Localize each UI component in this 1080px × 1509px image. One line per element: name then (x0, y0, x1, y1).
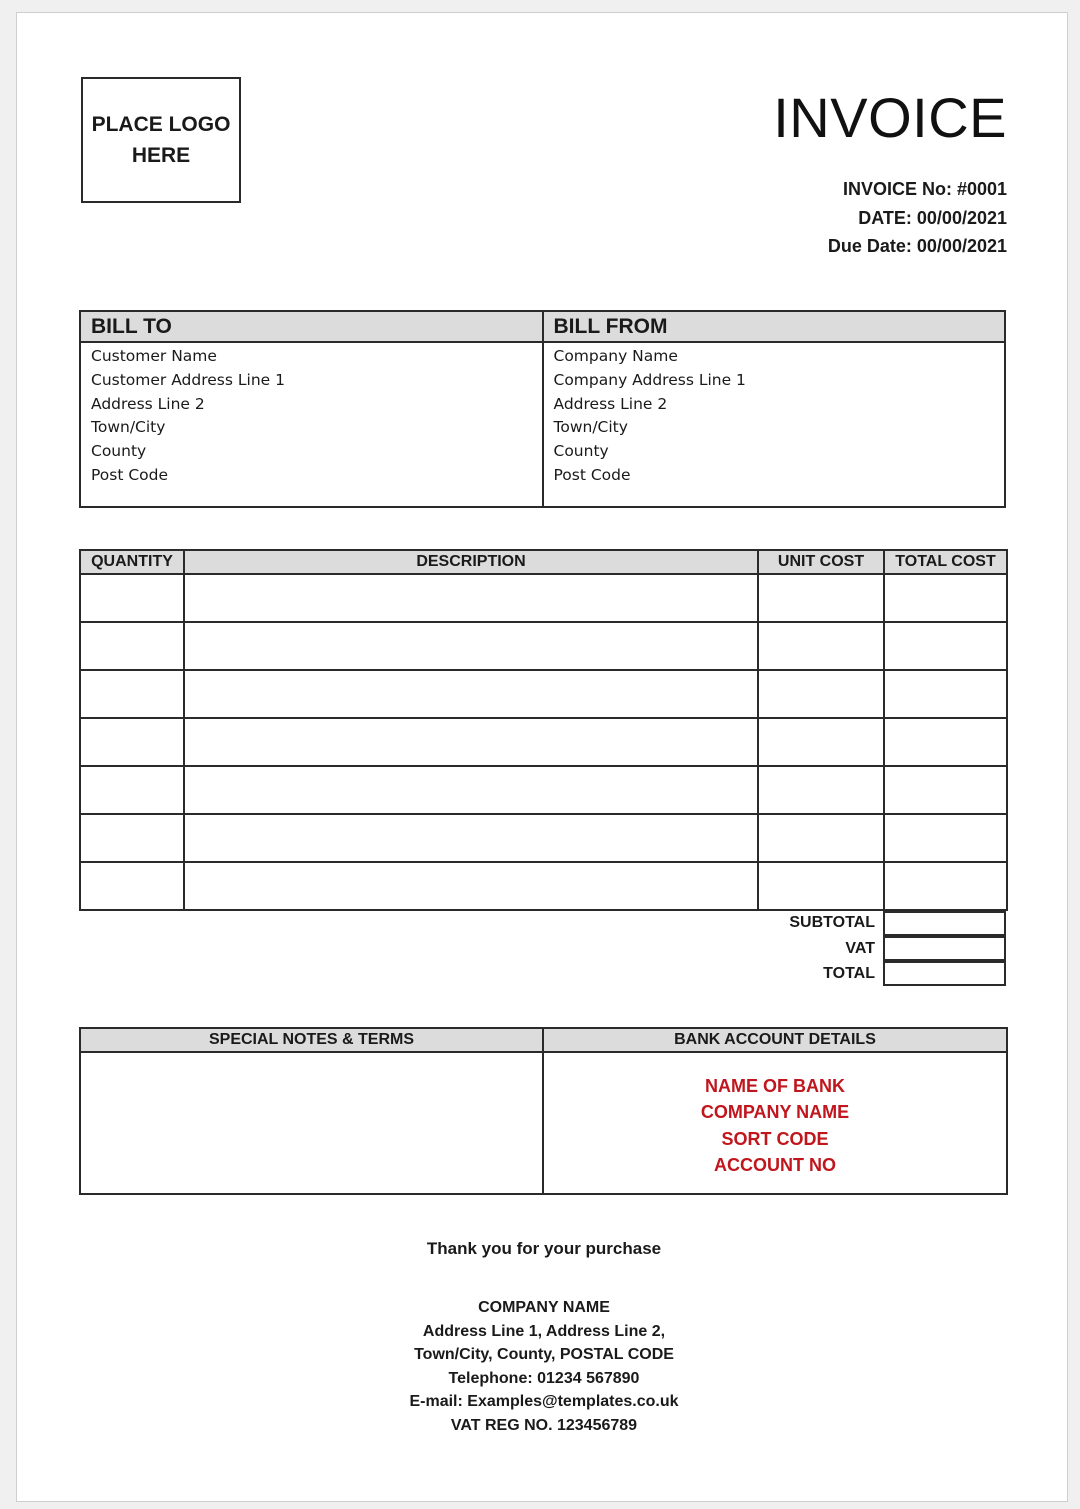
bill-to-heading: BILL TO (80, 311, 543, 342)
logo-placeholder (81, 77, 241, 203)
total-cost-cell[interactable] (884, 766, 1007, 814)
footer-email: E-mail: Examples@templates.co.uk (409, 1393, 679, 1411)
bill-to-line: County (91, 442, 147, 461)
description-cell[interactable] (184, 670, 758, 718)
bill-table (79, 310, 1006, 508)
bill-from-line: Post Code (553, 465, 631, 484)
unit-cost-cell[interactable] (758, 766, 884, 814)
description-cell[interactable] (184, 622, 758, 670)
bill-to-details (80, 342, 543, 507)
description-cell[interactable] (184, 862, 758, 910)
quantity-cell[interactable] (80, 670, 184, 718)
notes-bank-table (79, 1027, 1008, 1195)
footer-telephone: Telephone: 01234 567890 (448, 1369, 640, 1387)
total-label: TOTAL (823, 965, 875, 982)
bill-from-line: Company Name (553, 347, 678, 365)
invoice-due-date: Due Date: 00/00/2021 (827, 236, 1007, 256)
invoice-number: INVOICE No: #0001 (842, 179, 1007, 199)
description-cell[interactable] (184, 814, 758, 862)
unit-cost-cell[interactable] (758, 574, 884, 622)
quantity-cell[interactable] (80, 574, 184, 622)
invoice-title: INVOICE (773, 86, 1007, 149)
thank-you-message: Thank you for your purchase (426, 1239, 662, 1258)
subtotal-cell[interactable] (883, 911, 1006, 936)
vat-cell[interactable] (883, 936, 1006, 961)
invoice-page (16, 12, 1068, 1502)
column-header-quantity: QUANTITY (80, 550, 184, 574)
notes-area[interactable] (80, 1052, 543, 1194)
quantity-cell[interactable] (80, 766, 184, 814)
bank-details (543, 1052, 1007, 1194)
bank-name: NAME OF BANK (705, 1076, 845, 1096)
bill-from-heading: BILL FROM (543, 311, 1006, 342)
bank-heading: BANK ACCOUNT DETAILS (543, 1028, 1007, 1052)
column-header-description: DESCRIPTION (184, 550, 758, 574)
bill-from-line: Company Address Line 1 (553, 370, 746, 389)
table-row (80, 718, 1007, 766)
table-row (80, 622, 1007, 670)
total-cost-cell[interactable] (884, 862, 1007, 910)
column-header-unit-cost: UNIT COST (758, 550, 884, 574)
quantity-cell[interactable] (80, 814, 184, 862)
logo-line-1: PLACE LOGO (91, 113, 231, 136)
vat-label: VAT (845, 940, 875, 957)
bank-company-name: COMPANY NAME (700, 1102, 850, 1123)
footer-company: COMPANY NAME (478, 1299, 610, 1316)
quantity-cell[interactable] (80, 862, 184, 910)
bill-to-line: Post Code (91, 465, 169, 484)
table-row (80, 670, 1007, 718)
table-row (80, 814, 1007, 862)
bill-to-line: Town/City (91, 418, 166, 437)
table-row (80, 862, 1007, 910)
unit-cost-cell[interactable] (758, 670, 884, 718)
items-body (80, 574, 1007, 910)
unit-cost-cell[interactable] (758, 718, 884, 766)
footer-address-2: Town/City, County, POSTAL CODE (414, 1346, 674, 1364)
invoice-date: DATE: 00/00/2021 (858, 207, 1007, 228)
total-cost-cell[interactable] (884, 814, 1007, 862)
description-cell[interactable] (184, 718, 758, 766)
column-header-total-cost: TOTAL COST (884, 550, 1007, 574)
quantity-cell[interactable] (80, 622, 184, 670)
quantity-cell[interactable] (80, 718, 184, 766)
total-cost-cell[interactable] (884, 574, 1007, 622)
total-cost-cell[interactable] (884, 622, 1007, 670)
bill-from-line: Address Line 2 (553, 394, 668, 413)
bill-from-details (543, 342, 1006, 507)
footer-vat-reg: VAT REG NO. 123456789 (450, 1416, 638, 1434)
bank-sort-code: SORT CODE (721, 1128, 829, 1149)
footer (17, 1296, 1071, 1438)
subtotal-label: SUBTOTAL (789, 914, 875, 931)
bill-from-line: Town/City (553, 418, 628, 437)
bill-to-line: Customer Address Line 1 (91, 370, 285, 389)
total-cell[interactable] (883, 961, 1006, 986)
table-row (80, 766, 1007, 814)
bill-to-line: Customer Name (91, 347, 217, 365)
total-cost-cell[interactable] (884, 670, 1007, 718)
bill-from-line: County (553, 442, 609, 461)
invoice-meta (828, 175, 1007, 261)
logo-line-2: HERE (131, 144, 191, 167)
description-cell[interactable] (184, 574, 758, 622)
bank-account-no: ACCOUNT NO (714, 1154, 836, 1175)
description-cell[interactable] (184, 766, 758, 814)
footer-address-1: Address Line 1, Address Line 2, (422, 1322, 666, 1340)
bill-to-line: Address Line 2 (91, 394, 205, 413)
total-cost-cell[interactable] (884, 718, 1007, 766)
unit-cost-cell[interactable] (758, 622, 884, 670)
unit-cost-cell[interactable] (758, 862, 884, 910)
items-table (79, 549, 1008, 911)
notes-heading: SPECIAL NOTES & TERMS (80, 1028, 543, 1052)
unit-cost-cell[interactable] (758, 814, 884, 862)
table-row (80, 574, 1007, 622)
